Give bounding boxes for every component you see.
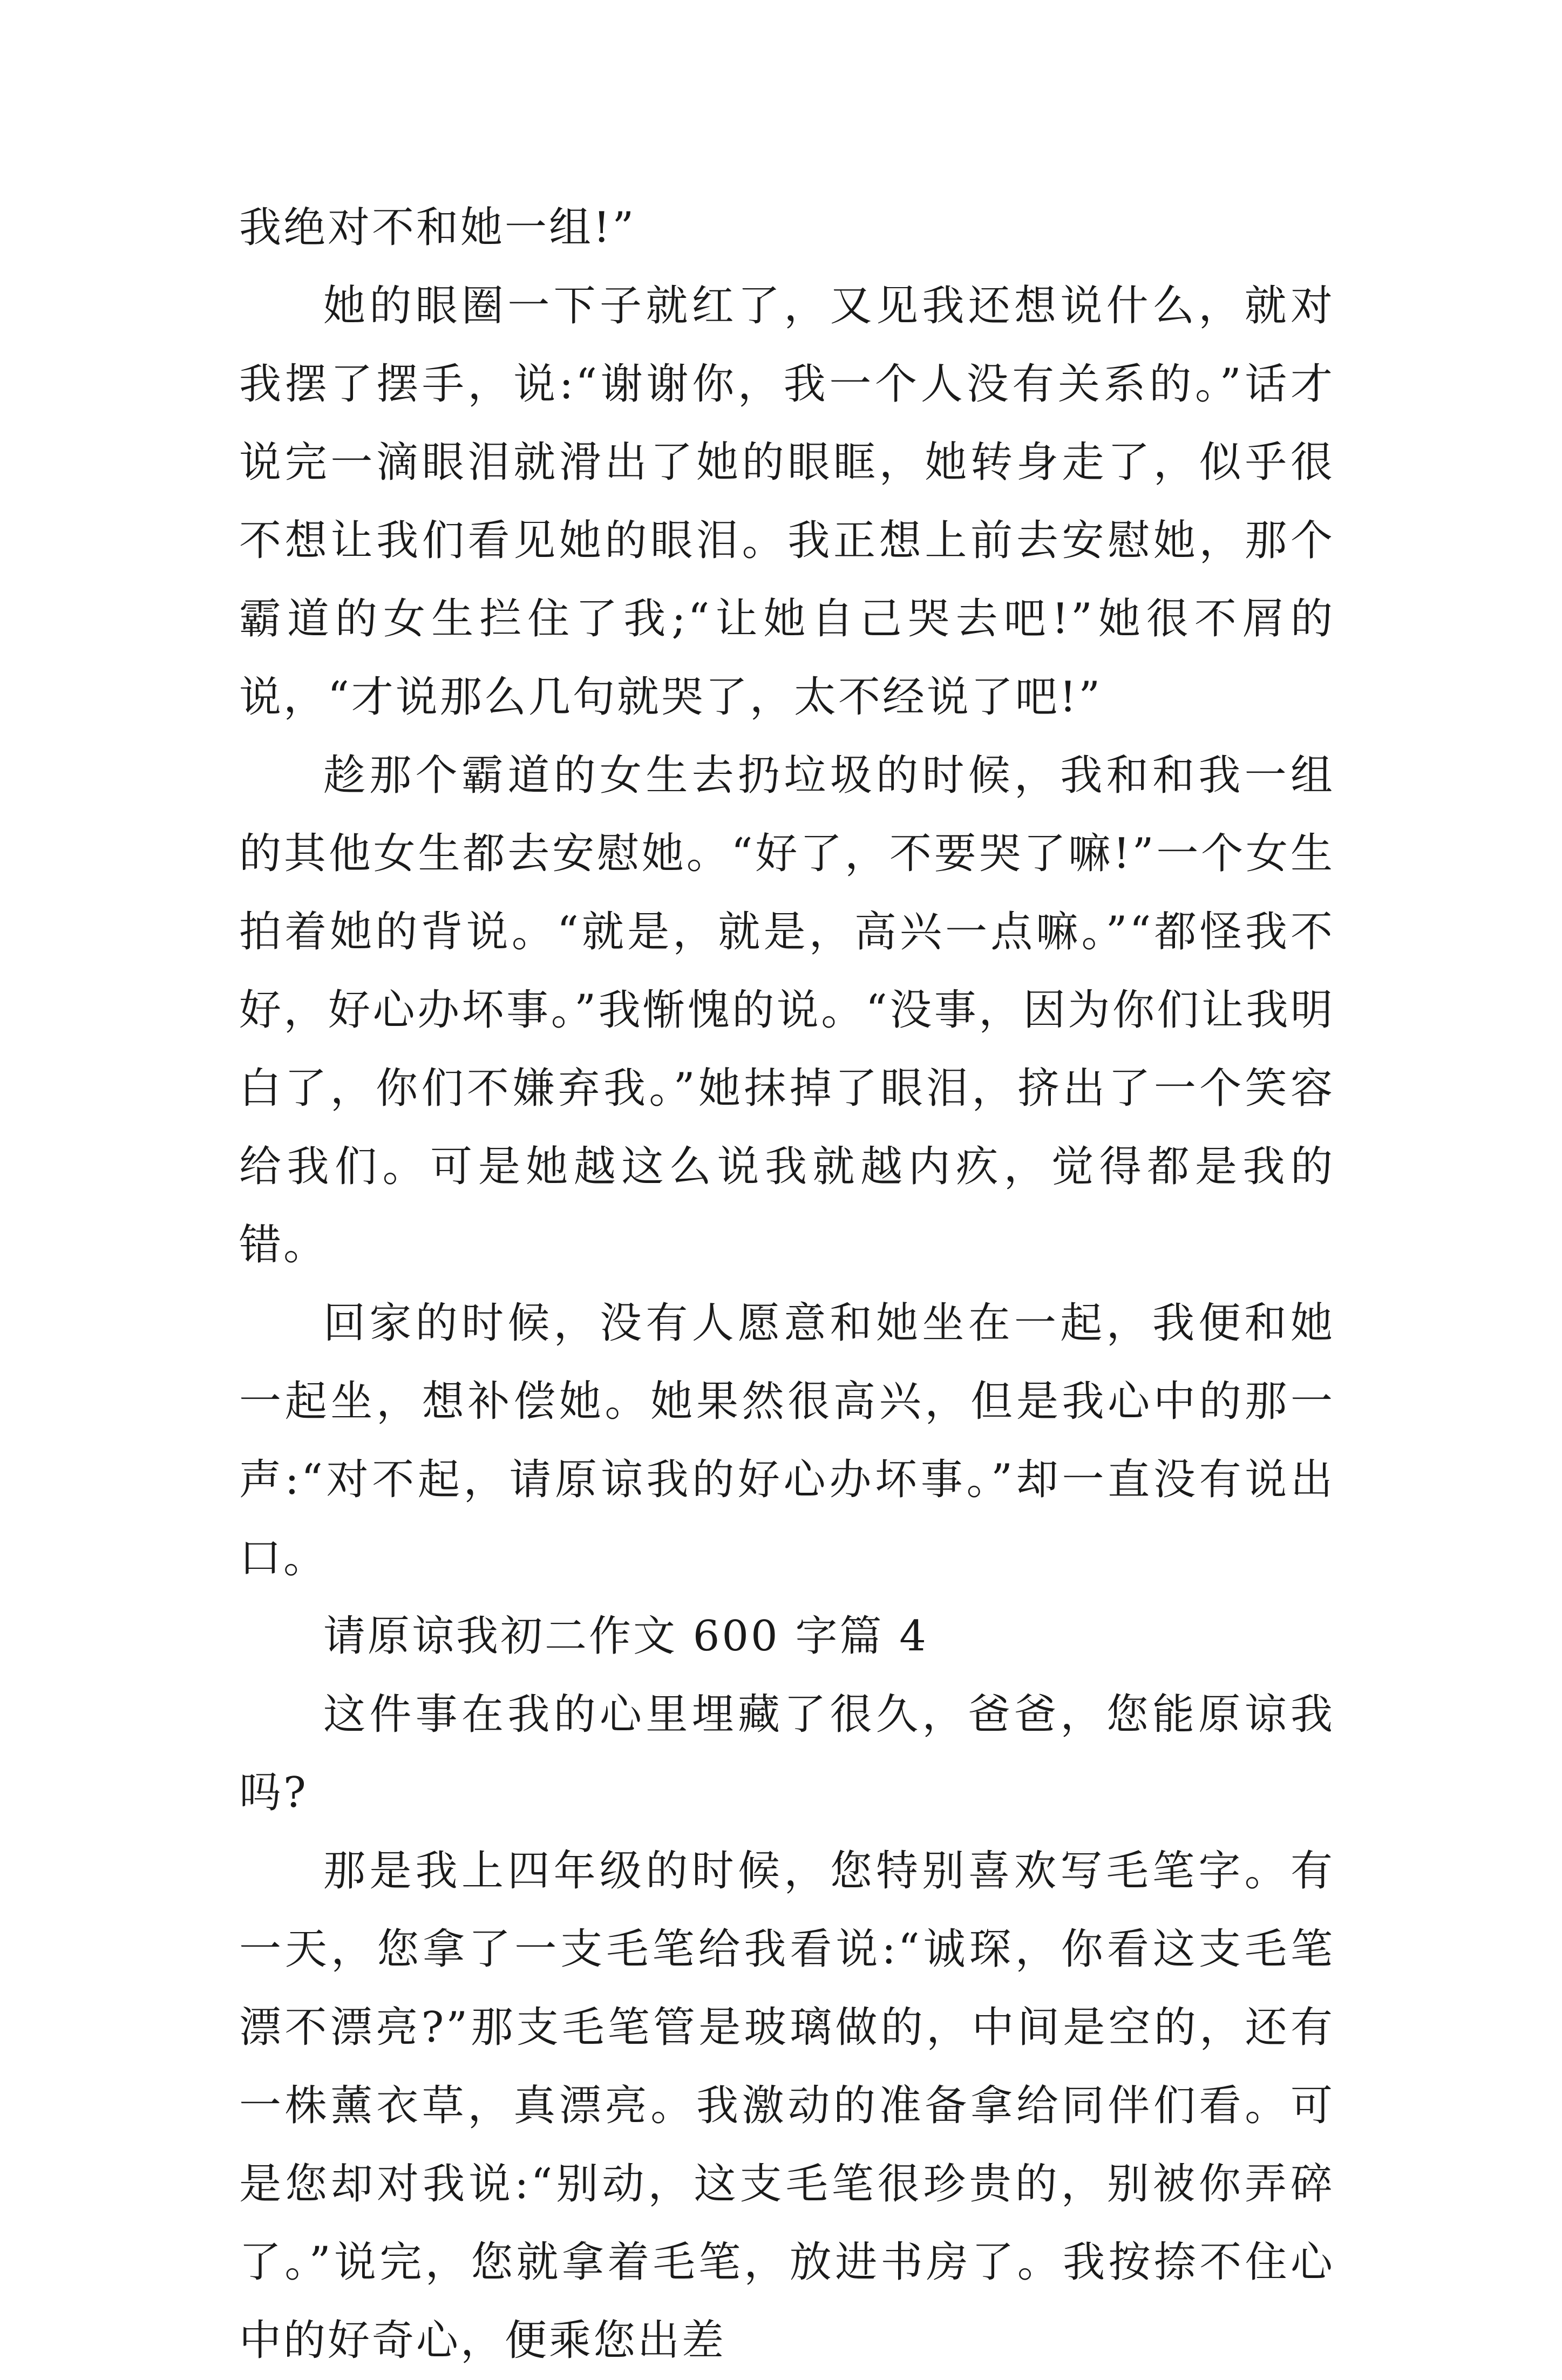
paragraph-6: 那是我上四年级的时候，您特别喜欢写毛笔字。有一天，您拿了一支毛笔给我看说:“诚琛，你看这支毛笔漂不漂亮?”那支毛笔管是玻璃做的，中间是空的，还有一株薰衣草，真漂亮。我激动的准备拿给同伴们看。可是您却对我说:“别动，这支毛笔很珍贵的，别被你弄碎了。”说完，您就拿着毛笔，放进书房了。我按捺不住心中的好奇心，便乘您出差 [239,1847,1335,2365]
section-heading: 请原谅我初二作文 600 字篇 4 [323,1612,928,1661]
document-body [239,189,1335,2380]
paragraph-4: 回家的时候，没有人愿意和她坐在一起，我便和她一起坐，想补偿她。她果然很高兴，但是我心中的那一声:“对不起，请原谅我的好心办坏事。”却一直没有说出口。 [239,1299,1335,1582]
paragraph-5: 这件事在我的心里埋藏了很久，爸爸，您能原谅我吗? [239,1690,1335,1817]
paragraph-2: 她的眼圈一下子就红了，又见我还想说什么，就对我摆了摆手，说:“谢谢你，我一个人没有关系的。”话才说完一滴眼泪就滑出了她的眼眶，她转身走了，似乎很不想让我们看见她的眼泪。我正想上前去安慰她，那个霸道的女生拦住了我;“让她自己哭去吧!”她很不屑的说，“才说那么几句就哭了，太不经说了吧!” [239,282,1335,722]
paragraph-3: 趁那个霸道的女生去扔垃圾的时候，我和和我一组的其他女生都去安慰她。“好了，不要哭了嘛!”一个女生拍着她的背说。“就是，就是，高兴一点嘛。”“都怪我不好，好心办坏事。”我惭愧的说。“没事，因为你们让我明白了，你们不嫌弃我。”她抹掉了眼泪，挤出了一个笑容给我们。可是她越这么说我就越内疚，觉得都是我的错。 [239,751,1335,1269]
paragraph-1: 我绝对不和她一组!” [239,203,636,252]
